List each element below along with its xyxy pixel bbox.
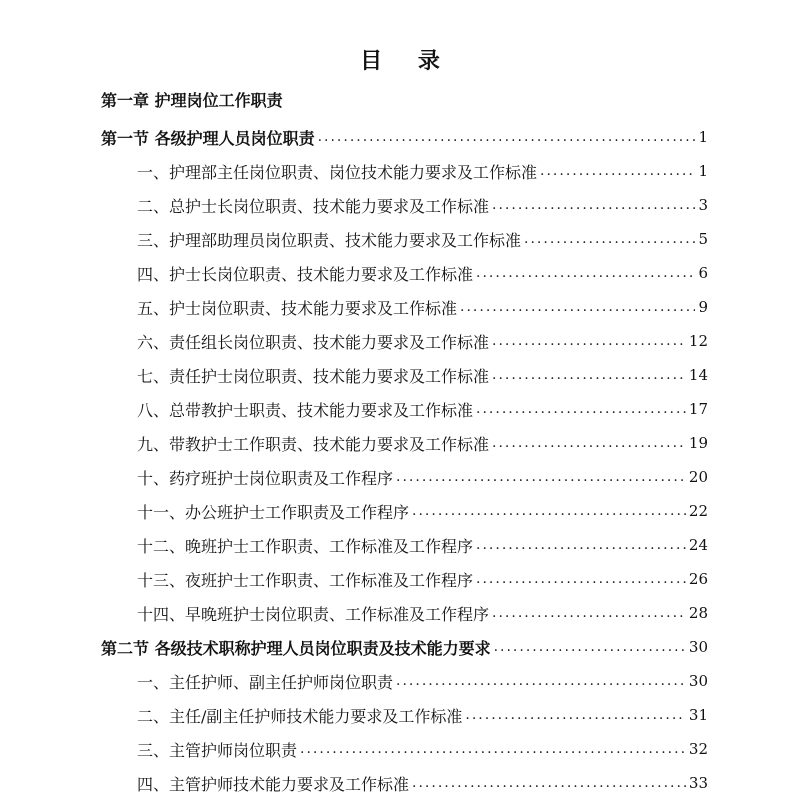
toc-entry-label: 第一节 各级护理人员岗位职责 [101, 128, 315, 148]
toc-item-entry[interactable] [137, 426, 708, 460]
toc-item-entry[interactable] [137, 562, 708, 596]
toc-title: 目 录 [360, 49, 454, 74]
toc-page-number: 5 [698, 230, 708, 248]
toc-leader-dots [492, 367, 686, 383]
toc-leader-dots [476, 265, 695, 281]
toc-item-entry[interactable] [137, 494, 708, 528]
toc-entry-label: 十四、早晚班护士岗位职责、工作标准及工作程序 [137, 604, 490, 624]
toc-entry-label: 二、总护士长岗位职责、技术能力要求及工作标准 [137, 196, 490, 216]
toc-page-number: 24 [688, 536, 708, 554]
toc-leader-dots [300, 741, 686, 757]
toc-item-entry[interactable] [137, 528, 708, 562]
toc-section-entry[interactable] [101, 120, 708, 154]
toc-entry-label: 十、药疗班护士岗位职责及工作程序 [137, 468, 394, 488]
toc-leader-dots [492, 435, 686, 451]
toc-page-number: 19 [688, 434, 708, 452]
toc-item-entry[interactable] [137, 392, 708, 426]
toc-page-number: 33 [688, 774, 708, 792]
toc-entry-label: 一、主任护师、副主任护师岗位职责 [137, 672, 394, 692]
toc-entry-label: 四、护士长岗位职责、技术能力要求及工作标准 [137, 264, 474, 284]
toc-leader-dots [524, 231, 695, 247]
toc-entry-label: 八、总带教护士职责、技术能力要求及工作标准 [137, 400, 474, 420]
toc-leader-dots [540, 163, 695, 179]
toc-entry-label: 三、主管护师岗位职责 [137, 740, 298, 760]
toc-item-entry[interactable] [137, 188, 708, 222]
toc-item-entry[interactable] [137, 664, 708, 698]
toc-leader-dots [492, 605, 686, 621]
toc-leader-dots [465, 707, 686, 723]
toc-leader-dots [412, 775, 686, 791]
toc-leader-dots [412, 503, 686, 519]
toc-entry-label: 四、主管护师技术能力要求及工作标准 [137, 774, 410, 794]
toc-item-entry[interactable] [137, 154, 708, 188]
toc-item-entry[interactable] [137, 698, 708, 732]
toc-page-number: 30 [688, 672, 708, 690]
toc-entry-label: 二、主任/副主任护师技术能力要求及工作标准 [137, 706, 463, 726]
toc-leader-dots [460, 299, 695, 315]
toc-entry-label: 十三、夜班护士工作职责、工作标准及工作程序 [137, 570, 474, 590]
toc-page-number: 32 [688, 740, 708, 758]
toc-entry-label: 三、护理部助理员岗位职责、技术能力要求及工作标准 [137, 230, 522, 250]
toc-section-entry[interactable] [101, 630, 708, 664]
toc-entry-label: 十二、晚班护士工作职责、工作标准及工作程序 [137, 536, 474, 556]
toc-page-number: 26 [688, 570, 708, 588]
toc-page-number: 30 [688, 638, 708, 656]
toc-item-entry[interactable] [137, 222, 708, 256]
toc-page-number: 22 [688, 502, 708, 520]
toc-leader-dots [396, 673, 686, 689]
toc-page-number: 28 [688, 604, 708, 622]
toc-entry-label: 五、护士岗位职责、技术能力要求及工作标准 [137, 298, 458, 318]
toc-item-entry[interactable] [137, 460, 708, 494]
toc-page-number: 12 [688, 332, 708, 350]
toc-item-entry[interactable] [137, 290, 708, 324]
toc-item-entry[interactable] [137, 256, 708, 290]
toc-page-number: 1 [698, 162, 708, 180]
toc-item-entry[interactable] [137, 596, 708, 630]
toc-leader-dots [476, 401, 686, 417]
toc-item-entry[interactable] [137, 358, 708, 392]
toc-leader-dots [492, 197, 695, 213]
toc-page-number: 1 [698, 128, 708, 146]
toc-page-number: 3 [698, 196, 708, 214]
toc-leader-dots [476, 571, 686, 587]
toc-leader-dots [476, 537, 686, 553]
chapter-heading: 第一章 护理岗位工作职责 [101, 91, 283, 110]
toc-page-number: 20 [688, 468, 708, 486]
toc-entry-label: 六、责任组长岗位职责、技术能力要求及工作标准 [137, 332, 490, 352]
toc-leader-dots [318, 129, 696, 145]
toc-item-entry[interactable] [137, 766, 708, 800]
toc-entry-label: 七、责任护士岗位职责、技术能力要求及工作标准 [137, 366, 490, 386]
toc-entry-label: 九、带教护士工作职责、技术能力要求及工作标准 [137, 434, 490, 454]
toc-entry-label: 十一、办公班护士工作职责及工作程序 [137, 502, 410, 522]
toc-page-number: 14 [688, 366, 708, 384]
toc-leader-dots [492, 333, 686, 349]
toc-entry-label: 一、护理部主任岗位职责、岗位技术能力要求及工作标准 [137, 162, 538, 182]
toc-page-number: 9 [698, 298, 708, 316]
toc-page-number: 17 [688, 400, 708, 418]
toc-page-number: 31 [688, 706, 708, 724]
toc-leader-dots [396, 469, 686, 485]
toc-item-entry[interactable] [137, 732, 708, 766]
toc-entry-label: 第二节 各级技术职称护理人员岗位职责及技术能力要求 [101, 638, 491, 658]
toc-page-number: 6 [698, 264, 708, 282]
toc-item-entry[interactable] [137, 324, 708, 358]
toc-leader-dots [494, 639, 686, 655]
